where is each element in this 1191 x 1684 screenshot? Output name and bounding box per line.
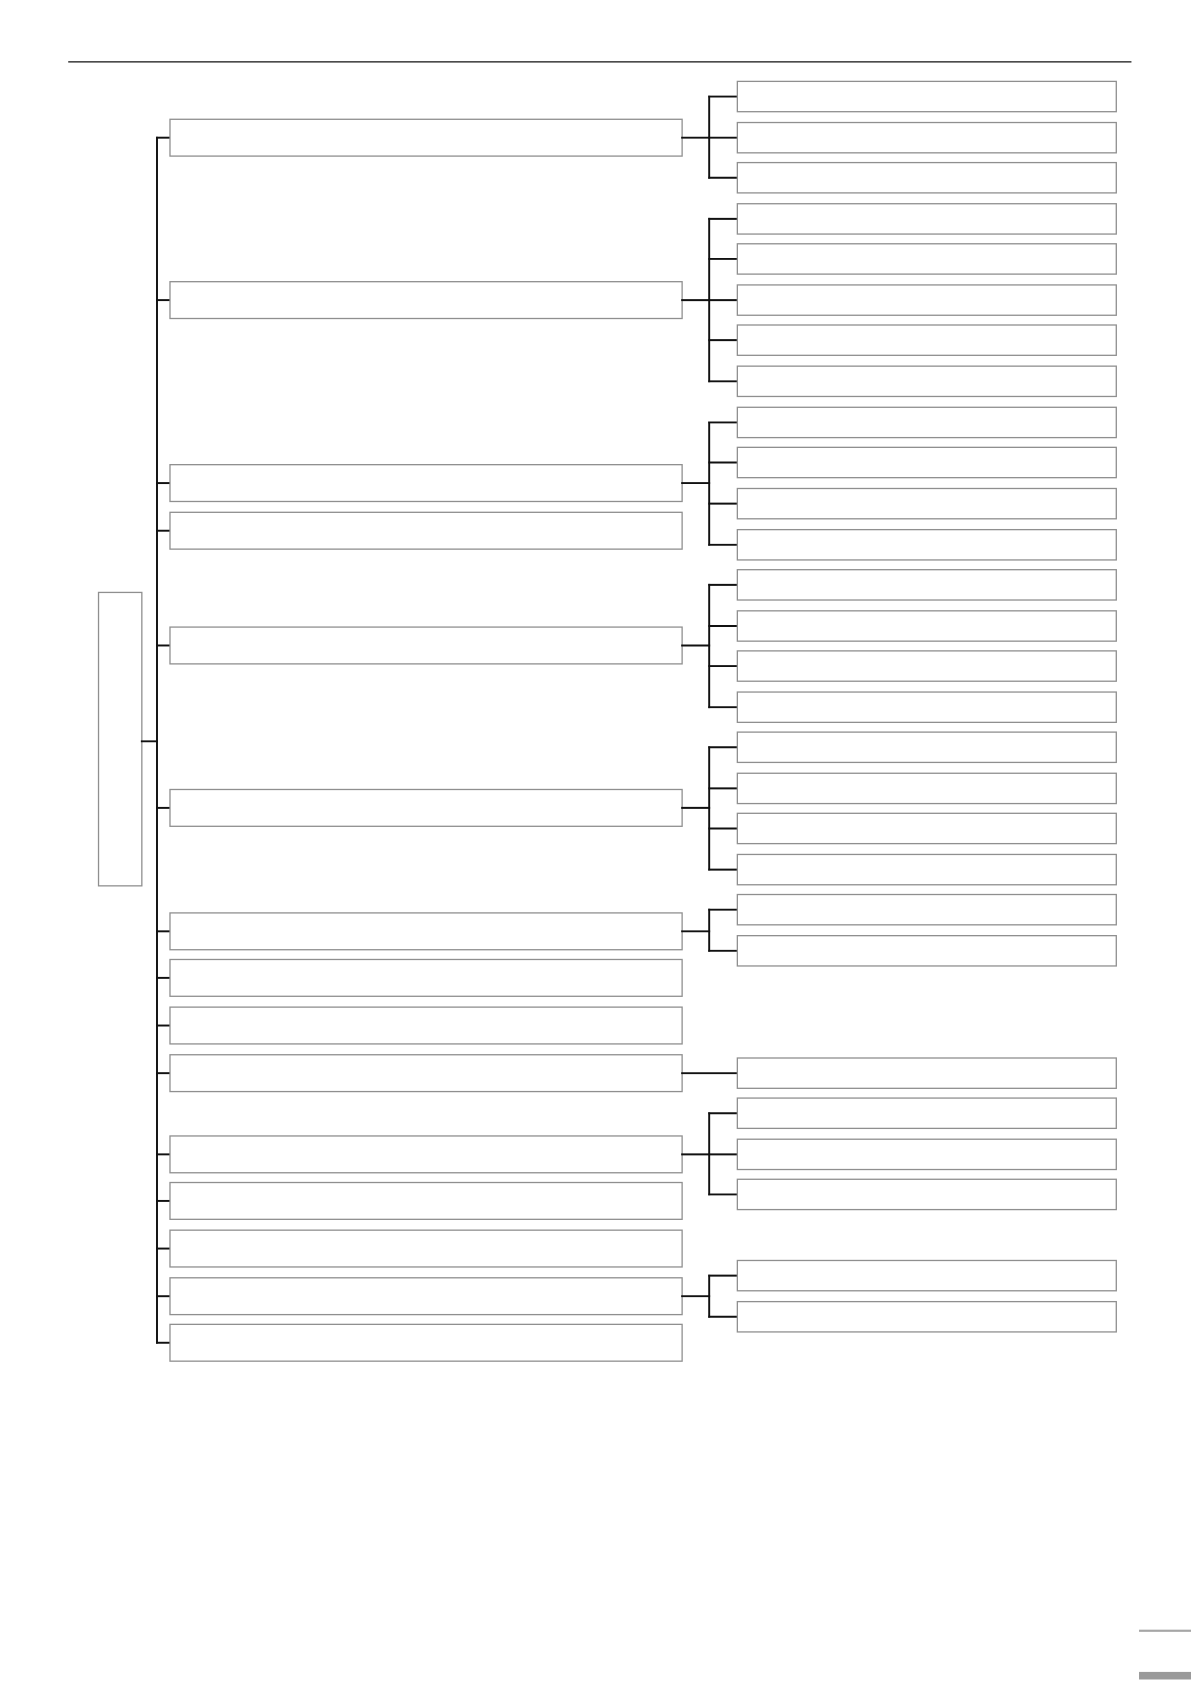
branch-node: [170, 1278, 682, 1315]
leaf-node-frame: [737, 936, 1116, 966]
leaf-node: [737, 895, 1116, 925]
branch-node-frame: [170, 1007, 682, 1044]
leaf-node-frame: [737, 81, 1116, 111]
branch-node: [170, 913, 682, 950]
branch-node-frame: [170, 1055, 682, 1092]
leaf-node-frame: [737, 1260, 1116, 1290]
leaf-node-frame: [737, 611, 1116, 641]
leaf-node-frame: [737, 773, 1116, 803]
leaf-node: [737, 732, 1116, 762]
leaf-node: [737, 936, 1116, 966]
branch-node: [170, 282, 682, 319]
leaf-node-frame: [737, 1302, 1116, 1332]
leaf-node: [737, 692, 1116, 722]
leaf-node: [737, 163, 1116, 193]
branch-node: [170, 1007, 682, 1044]
leaf-node: [737, 325, 1116, 355]
branch-node-frame: [170, 1136, 682, 1173]
leaf-node-frame: [737, 1139, 1116, 1169]
leaf-node-frame: [737, 488, 1116, 518]
leaf-node-frame: [737, 407, 1116, 437]
branch-node-frame: [170, 1230, 682, 1267]
leaf-node: [737, 611, 1116, 641]
branch-node-frame: [170, 282, 682, 319]
leaf-node: [737, 813, 1116, 843]
leaf-node: [737, 1139, 1116, 1169]
leaf-node-frame: [737, 813, 1116, 843]
branch-node-frame: [170, 959, 682, 996]
branch-node: [170, 627, 682, 664]
leaf-node-frame: [737, 447, 1116, 477]
branch-node-frame: [170, 1278, 682, 1315]
leaf-node-frame: [737, 651, 1116, 681]
branch-node: [170, 1136, 682, 1173]
leaf-node: [737, 1260, 1116, 1290]
leaf-node: [737, 447, 1116, 477]
leaf-node-frame: [737, 570, 1116, 600]
leaf-node-frame: [737, 123, 1116, 153]
leaf-node-frame: [737, 732, 1116, 762]
leaf-node-frame: [737, 692, 1116, 722]
branch-node: [170, 465, 682, 502]
branch-node: [170, 1230, 682, 1267]
branch-node-frame: [170, 913, 682, 950]
leaf-node: [737, 1058, 1116, 1088]
leaf-node: [737, 81, 1116, 111]
leaf-node: [737, 204, 1116, 234]
leaf-node: [737, 1302, 1116, 1332]
leaf-node: [737, 570, 1116, 600]
leaf-node-frame: [737, 204, 1116, 234]
leaf-node-frame: [737, 163, 1116, 193]
root-node: [99, 592, 142, 885]
leaf-node: [737, 366, 1116, 396]
branch-node-frame: [170, 1183, 682, 1220]
leaf-node: [737, 773, 1116, 803]
branch-node: [170, 119, 682, 156]
branch-node: [170, 1324, 682, 1361]
tree-layer: [99, 81, 1117, 1361]
branch-node: [170, 959, 682, 996]
leaf-node: [737, 488, 1116, 518]
branch-node-frame: [170, 119, 682, 156]
leaf-node: [737, 407, 1116, 437]
leaf-node-frame: [737, 530, 1116, 560]
leaf-node: [737, 123, 1116, 153]
leaf-node-frame: [737, 854, 1116, 884]
leaf-node-frame: [737, 895, 1116, 925]
branch-node-frame: [170, 789, 682, 826]
page-edge-mark: [1139, 1630, 1191, 1632]
leaf-node-frame: [737, 285, 1116, 315]
leaf-node: [737, 285, 1116, 315]
leaf-node-frame: [737, 1058, 1116, 1088]
branch-node: [170, 789, 682, 826]
leaf-node: [737, 244, 1116, 274]
leaf-node: [737, 854, 1116, 884]
leaf-node-frame: [737, 1179, 1116, 1209]
leaf-node-frame: [737, 1098, 1116, 1128]
leaf-node-frame: [737, 244, 1116, 274]
branch-node: [170, 1055, 682, 1092]
root-node-frame: [99, 592, 142, 885]
branch-node-frame: [170, 1324, 682, 1361]
leaf-node: [737, 1179, 1116, 1209]
branch-node-frame: [170, 465, 682, 502]
leaf-node: [737, 530, 1116, 560]
branch-node-frame: [170, 627, 682, 664]
leaf-node-frame: [737, 325, 1116, 355]
leaf-node: [737, 1098, 1116, 1128]
branch-node-frame: [170, 512, 682, 549]
branch-node: [170, 1183, 682, 1220]
leaf-node-frame: [737, 366, 1116, 396]
page-edge-mark: [1139, 1672, 1191, 1680]
branch-node: [170, 512, 682, 549]
leaf-node: [737, 651, 1116, 681]
